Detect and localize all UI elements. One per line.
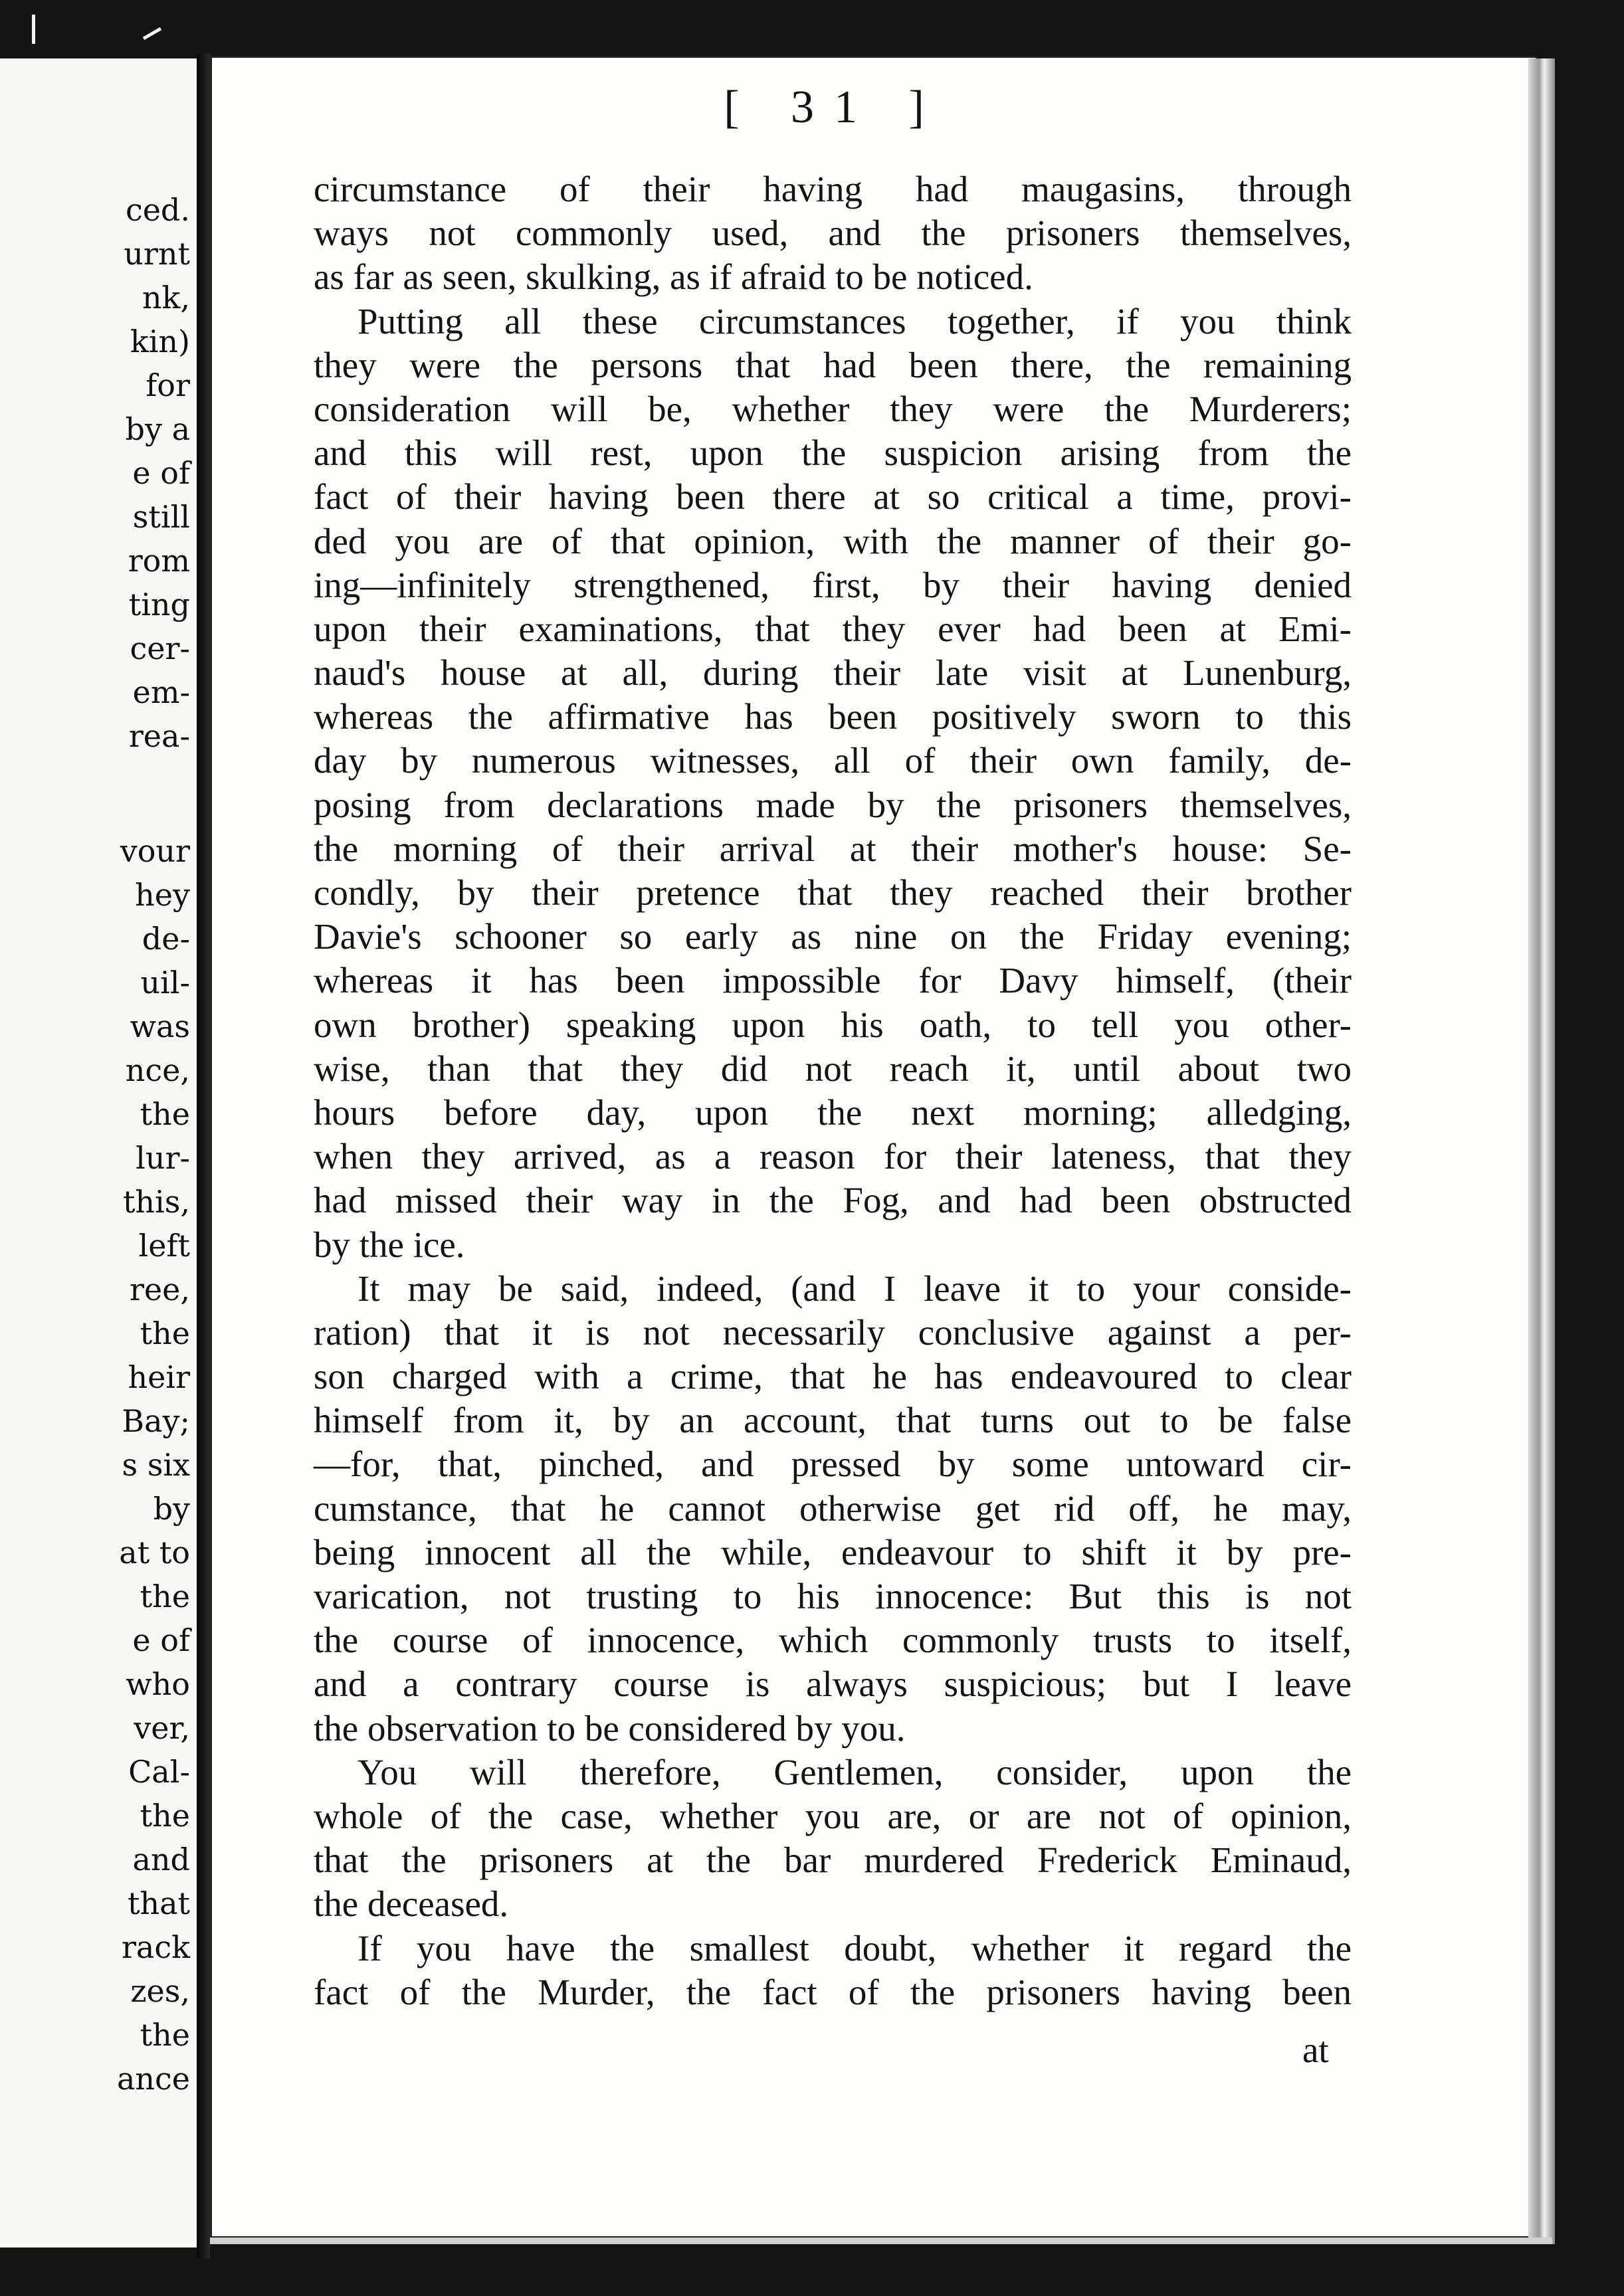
left-page-fragment: ver,: [134, 1710, 190, 1746]
book-gutter: [197, 53, 210, 2259]
left-page-fragment: de-: [142, 921, 190, 957]
left-page-fragment: the: [140, 1315, 190, 1351]
page-edge-bottom: [210, 2238, 1552, 2244]
text-line: —for, that, pinched, and pressed by some untoward cir-: [314, 1444, 1352, 1485]
text-line: Davie's schooner so early as nine on the Friday evening;: [314, 916, 1352, 957]
text-line: cumstance, that he cannot otherwise get rid off, he may,: [314, 1487, 1352, 1529]
left-page-fragment: that: [127, 1885, 190, 1921]
left-page-fragment: ree,: [129, 1272, 190, 1307]
left-page-fragment: the: [140, 1096, 190, 1132]
text-line: fact of their having been there at so critical a time, provi-: [314, 476, 1352, 518]
page-number: [ 31 ]: [724, 82, 944, 133]
left-page-fragment: rom: [128, 543, 190, 579]
left-page-fragment: who: [126, 1666, 190, 1702]
left-page-fragment: cer-: [130, 630, 190, 666]
text-line: whole of the case, whether you are, or are not of opinion,: [314, 1795, 1352, 1836]
text-line: ration) that it is not necessarily conclusive against a per-: [314, 1311, 1352, 1353]
left-page-fragment: uil-: [140, 965, 190, 1001]
text-line: and this will rest, upon the suspicion arising from the: [314, 432, 1352, 474]
text-line: that the prisoners at the bar murdered Frederick Eminaud,: [314, 1840, 1352, 1881]
text-line: and a contrary course is always suspicious; but I leave: [314, 1664, 1352, 1705]
left-page-fragment: nce,: [125, 1052, 190, 1088]
left-page-fragment: rack: [121, 1929, 190, 1965]
text-line: when they arrived, as a reason for their lateness, that they: [314, 1136, 1352, 1177]
left-page-fragment: left: [138, 1228, 190, 1264]
top-edge-mark: [32, 15, 35, 44]
left-page-fragment: Cal-: [128, 1754, 190, 1790]
text-line: whereas it has been impossible for Davy himself, (their: [314, 960, 1352, 1001]
text-line: they were the persons that had been there, the remaining: [314, 344, 1352, 385]
left-page-fragment: ance: [116, 2061, 190, 2097]
paragraph-first-line: Putting all these circumstances together, if you think: [357, 300, 1352, 341]
facing-page-left: [0, 58, 199, 2248]
text-line: ded you are of that opinion, with the manner of their go-: [314, 520, 1352, 561]
text-line: son charged with a crime, that he has endeavoured to clear: [314, 1356, 1352, 1397]
left-page-fragment: urnt: [124, 236, 190, 272]
left-page-fragment: at to: [119, 1535, 190, 1571]
left-page-fragment: still: [132, 499, 190, 535]
text-line: upon their examinations, that they ever had been at Emi-: [314, 608, 1352, 649]
text-line: naud's house at all, during their late visit at Lunenburg,: [314, 652, 1352, 694]
left-page-fragment: ced.: [125, 192, 190, 228]
left-page-fragment: kin): [130, 324, 190, 359]
text-line: own brother) speaking upon his oath, to tell you other-: [314, 1004, 1352, 1045]
left-page-fragment: the: [140, 2017, 190, 2053]
left-page-fragment: by: [153, 1491, 190, 1527]
left-page-fragment: hey: [135, 877, 190, 913]
text-line: himself from it, by an account, that turns out to be false: [314, 1400, 1352, 1441]
text-line: whereas the affirmative has been positively sworn to this: [314, 696, 1352, 737]
text-line: day by numerous witnesses, all of their own family, de-: [314, 740, 1352, 781]
text-line: being innocent all the while, endeavour to shift it by pre-: [314, 1531, 1352, 1573]
left-page-fragment: and: [132, 1842, 190, 1877]
text-line: wise, than that they did not reach it, until about two: [314, 1048, 1352, 1089]
text-line: had missed their way in the Fog, and had been obstructed: [314, 1180, 1352, 1221]
text-line: posing from declarations made by the prisoners themselves,: [314, 784, 1352, 825]
text-line: fact of the Murder, the fact of the prisoners having been: [314, 1971, 1352, 2012]
left-page-fragment: the: [140, 1798, 190, 1834]
left-page-fragment: Bay;: [122, 1403, 190, 1439]
catchword: at: [1302, 2030, 1329, 2070]
paragraph-first-line: It may be said, indeed, (and I leave it to your conside-: [357, 1268, 1352, 1309]
left-page-fragment: for: [146, 367, 190, 403]
text-line: ways not commonly used, and the prisoners themselves,: [314, 213, 1352, 254]
paragraph-first-line: If you have the smallest doubt, whether it regard the: [357, 1927, 1352, 1968]
top-edge-mark: [143, 27, 161, 40]
text-line: varication, not trusting to his innocence: But this is not: [314, 1576, 1352, 1616]
text-line: the course of innocence, which commonly trusts to itself,: [314, 1620, 1352, 1661]
left-page-fragment: nk,: [142, 280, 190, 316]
left-page-fragment: by a: [125, 411, 190, 447]
left-page-fragment: e of: [132, 1622, 190, 1658]
text-line: condly, by their pretence that they reached their brother: [314, 872, 1352, 913]
text-line: circumstance of their having had maugasins, through: [314, 169, 1352, 209]
left-page-fragment: lur-: [136, 1140, 190, 1176]
paragraph-first-line: You will therefore, Gentlemen, consider, upon the: [357, 1751, 1352, 1792]
left-page-fragment: vour: [120, 833, 190, 869]
text-line: the morning of their arrival at their mother's house: Se-: [314, 828, 1352, 869]
left-page-fragment: ting: [128, 587, 190, 622]
text-line: the deceased.: [314, 1883, 509, 1925]
left-page-fragment: s six: [122, 1447, 190, 1483]
text-line: ing—infinitely strengthened, first, by their having denied: [314, 564, 1352, 605]
text-line: as far as seen, skulking, as if afraid to be noticed.: [314, 256, 1033, 298]
left-page-fragment: was: [130, 1008, 190, 1044]
left-page-fragment: em-: [132, 674, 190, 710]
left-page-fragment: the: [140, 1578, 190, 1614]
left-page-fragment: zes,: [130, 1973, 190, 2009]
text-line: consideration will be, whether they were the Murderers;: [314, 388, 1352, 429]
text-line: by the ice.: [314, 1224, 465, 1265]
text-line: hours before day, upon the next morning; alledging,: [314, 1092, 1352, 1133]
left-page-fragment: heir: [128, 1359, 190, 1395]
left-page-fragment: rea-: [128, 718, 190, 754]
text-line: the observation to be considered by you.: [314, 1707, 906, 1749]
left-page-fragment: this,: [122, 1184, 190, 1220]
left-page-fragment: e of: [132, 455, 190, 491]
body-text: [314, 167, 1352, 2014]
page-edge-right: [1528, 58, 1555, 2244]
